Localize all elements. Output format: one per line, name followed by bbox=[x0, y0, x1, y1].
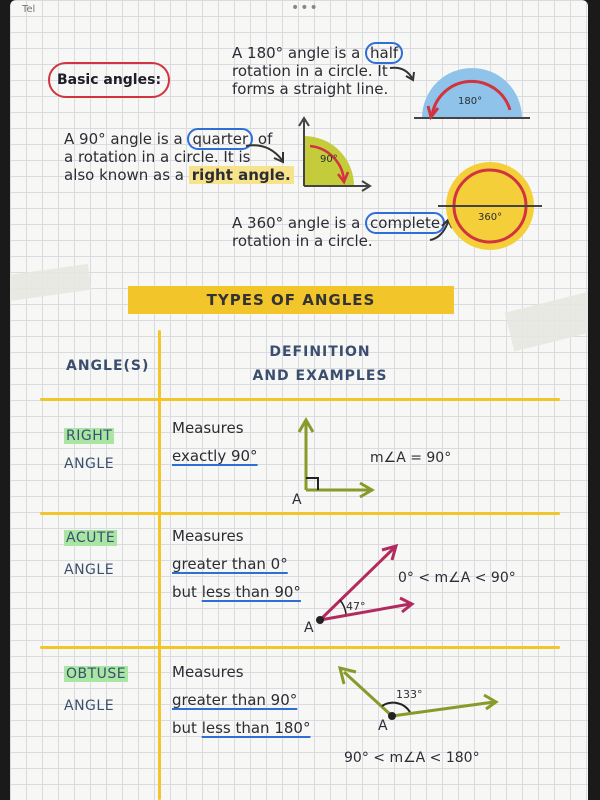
obtuse-angle-name: OBTUSE ANGLE bbox=[64, 666, 127, 714]
right-angle-name: RIGHT ANGLE bbox=[64, 428, 115, 472]
notebook-page bbox=[10, 0, 588, 800]
right-measure-label: m∠A = 90° bbox=[370, 450, 452, 466]
acute-angle-diagram bbox=[304, 546, 516, 636]
more-dots-icon[interactable]: ••• bbox=[291, 0, 319, 16]
half-rotation-text: A 180° angle is a half rotation in a circle. It forms a straight line. bbox=[232, 44, 432, 98]
label-180: 180° bbox=[458, 96, 483, 107]
basic-angles-title: Basic angles: bbox=[48, 62, 170, 98]
obtuse-angle-diagram bbox=[340, 668, 496, 766]
quarter-rotation-text: A 90° angle is a quarter of a rotation in a circle. It is also known as a right angle. bbox=[64, 130, 304, 184]
obtuse-angle-label: 133° bbox=[396, 688, 423, 701]
acute-angle-name: ACUTE ANGLE bbox=[64, 530, 116, 578]
angle-examples-drawings bbox=[10, 0, 588, 800]
label-360: 360° bbox=[478, 212, 503, 223]
definition-column-header: DEFINITION AND EXAMPLES bbox=[252, 344, 388, 384]
corner-label: Tel bbox=[22, 4, 36, 15]
angles-column-header: ANGLE(S) bbox=[66, 358, 150, 374]
obtuse-angle-definition: Measures greater than 90° but less than 180° bbox=[172, 663, 311, 737]
acute-angle-definition: Measures greater than 0° but less than 90° bbox=[172, 527, 301, 601]
types-of-angles-banner: TYPES OF ANGLES bbox=[128, 286, 454, 314]
obtuse-measure-label: 90° < m∠A < 180° bbox=[344, 750, 480, 766]
right-angle-highlight: right angle. bbox=[189, 166, 294, 184]
vertex-label: A bbox=[378, 718, 388, 734]
right-angle-diagram bbox=[292, 420, 451, 508]
half-circled-word: half bbox=[365, 42, 403, 64]
acute-measure-label: 0° < m∠A < 90° bbox=[398, 570, 516, 586]
vertex-label: A bbox=[292, 492, 302, 508]
quarter-circled-word: quarter bbox=[187, 128, 253, 150]
complete-rotation-text: A 360° angle is a complete rotation in a circle. bbox=[232, 214, 462, 250]
vertex-label: A bbox=[304, 620, 314, 636]
right-angle-definition: Measures exactly 90° bbox=[172, 419, 258, 465]
label-90: 90° bbox=[320, 154, 338, 165]
complete-circled-word: complete bbox=[365, 212, 445, 234]
acute-angle-label: 47° bbox=[346, 600, 366, 613]
